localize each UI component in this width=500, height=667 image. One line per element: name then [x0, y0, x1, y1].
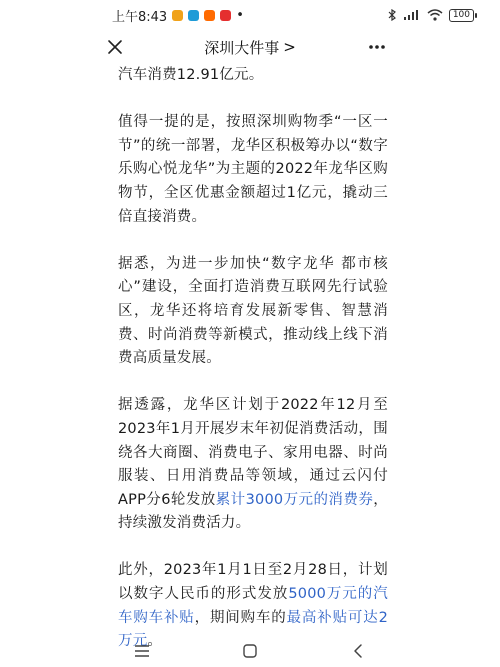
notification-icon — [172, 10, 183, 21]
highlight-text: 最高补贴可达2万元 — [118, 609, 389, 650]
text-segment: 据透露，龙华区计划于2022年12月至2023年1月开展岁末年初促消费活动，围绕各大商圈、消费电子、家用电器、时尚服装、日用消费品等领域，通过云闪付APP分6轮发放 — [118, 397, 388, 508]
status-time: 上午8:43 — [112, 9, 168, 25]
title-bar — [0, 30, 500, 64]
article-content — [118, 64, 388, 667]
notification-icon — [204, 10, 215, 21]
status-bar — [0, 0, 500, 30]
article-paragraph — [118, 394, 388, 536]
status-left — [112, 6, 244, 25]
battery-icon: 100 — [449, 9, 474, 22]
highlight-text: 5000万元的汽车购车补贴 — [118, 586, 388, 626]
system-nav-bar — [0, 635, 500, 667]
close-icon — [104, 36, 126, 58]
page-title[interactable] — [204, 37, 296, 58]
more-button[interactable] — [366, 36, 388, 58]
home-icon — [242, 643, 258, 659]
highlight-text: 累计3000万元的消费券 — [215, 491, 374, 508]
bluetooth-icon — [387, 9, 397, 21]
text-segment: 。 — [147, 633, 163, 650]
menu-button[interactable] — [133, 642, 151, 660]
article-paragraph: 据悉，为进一步加快“数字龙华 都市核心”建设，全面打造消费互联网先行试验区，龙华还将培育发展新零售、智慧消费、时尚消费等新模式，推动线上线下消费高质量发展。 — [118, 255, 388, 367]
page-title-text: 深圳大件事 — [204, 38, 280, 57]
signal-icon — [403, 9, 421, 21]
notification-icon — [188, 10, 199, 21]
close-button[interactable] — [104, 36, 126, 58]
text-segment: 此外，2023年1月1日至2月28日，计划以数字人民币的形式发放 — [118, 562, 388, 603]
more-dots-icon — [366, 36, 388, 58]
back-icon — [351, 643, 365, 659]
notification-icon — [220, 10, 231, 21]
text-segment: ，持续激发消费活力。 — [118, 491, 388, 532]
more-notifications-icon: • — [236, 7, 244, 23]
article-paragraph: 汽车消费12.91亿元。 — [118, 67, 264, 83]
text-segment: ，期间购车的 — [194, 609, 287, 626]
home-button[interactable] — [241, 642, 259, 660]
wifi-icon — [427, 9, 443, 21]
menu-icon — [134, 644, 150, 658]
status-right — [387, 9, 474, 22]
back-button[interactable] — [349, 642, 367, 660]
article-paragraph: 值得一提的是，按照深圳购物季“一区一节”的统一部署，龙华区积极筹办以“数字乐购心悦龙华”为主题的2022年龙华区购物节，全区优惠金额超过1亿元，撬动三倍直接消费。 — [118, 114, 388, 225]
chevron-right-icon: > — [283, 38, 296, 56]
